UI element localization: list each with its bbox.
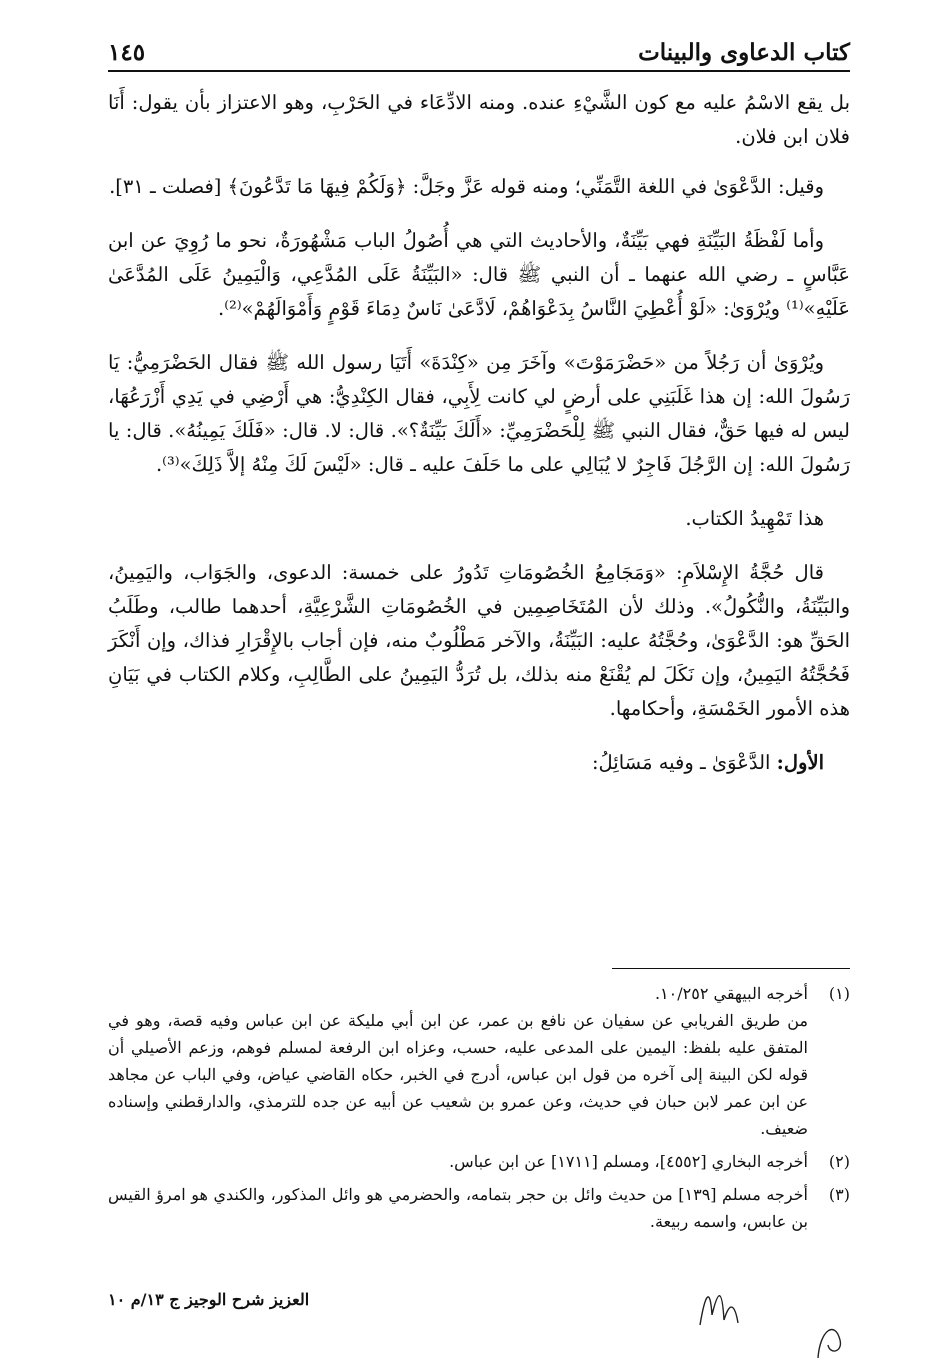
footnote-line: أخرجه مسلم [١٣٩] من حديث وائل بن حجر بتمامه، والحضرمي هو وائل المذكور، والكندي هو امرؤ القيس بن عابس، واسمه ربيعة.	[108, 1185, 808, 1231]
footnote-number: (١)	[828, 984, 850, 1003]
footnote	[108, 1148, 850, 1175]
section-heading-text: الدَّعْوَىٰ ـ وفيه مَسَائِلُ:	[591, 751, 771, 774]
paragraph: قال حُجَّةُ الإِسْلاَمِ: «وَمَجَامِعُ الخُصُومَاتِ تَدُورُ على خمسة: الدعوى، والجَوَاب، واليَمِينُ، والبَيِّنَةُ، والنُّكُولُ». وذلك لأن المُتَخَاصِمِين في الخُصُومَاتِ الشَّرْعِيَّةِ، أحدهما طالب، وطَلَبُ الحَقِّ هو: الدَّعْوَىٰ، وحُجَّتُهُ عليه: البَيِّنَةُ، والآخر مَطْلُوبٌ منه، فإن أجاب بالإِقْرَارِ فذاك، وإن أَنْكَرَ فَحُجَّتُهُ اليَمِينُ، وإن نَكَلَ لم يُقْنَعْ منه بذلك، بل تُرَدُّ اليَمِينُ على الطَّالِبِ، وكلام الكتاب في بَيَانِ هذه الأمور الخَمْسَةِ، وأحكامها.	[108, 561, 850, 720]
footnote-number: (٢)	[828, 1152, 850, 1171]
paragraph: ويُرْوَىٰ أن رَجُلاً من «حَضْرَمَوْتَ» وآخَرَ مِن «كِنْدَةَ» أَتَيَا رسول الله ﷺ فقال الحَضْرَمِيُّ: يَا رَسُولَ الله: إن هذا غَلَبَنِي على أرضٍ لي كانت لِأَبِي، فقال الكِنْدِيُّ: هي أَرْضِي في يَدِي أَزْرَعُهَا، ليس له فيها حَقٌّ، فقال النبي ﷺ لِلْحَضْرَمِيِّ: «أَلَكَ بَيِّنَةٌ؟». قال: لا. قال: «فَلَكَ يَمِينُهُ». قال: يا رَسُولَ الله: إن الرَّجُلَ فَاجِرٌ لا يُبَالِي على ما حَلَفَ عليه ـ قال: «لَيْسَ لَكَ مِنْهُ إلاَّ ذَلِكَ»⁽³⁾.	[108, 351, 850, 476]
footnote-text	[108, 1148, 808, 1175]
paragraph: وقيل: الدَّعْوَىٰ في اللغة التَّمَنِّي؛ ومنه قوله عَزَّ وجَلَّ: ﴿وَلَكُمْ فِيهَا مَا تَدَّعُونَ﴾ [فصلت ـ ٣١].	[109, 175, 824, 198]
footnote-text	[108, 980, 808, 1142]
section-heading	[108, 746, 850, 780]
handwritten-mark-icon	[690, 1275, 750, 1335]
body-text	[108, 86, 850, 800]
footnote-divider	[612, 968, 850, 969]
footnote-text	[108, 1181, 808, 1235]
footnote-number: (٣)	[828, 1185, 850, 1204]
page-header	[108, 28, 850, 72]
paragraph: وأما لَفْظَةُ البَيِّنَةِ فهي بَيِّنَةٌ، والأحاديث التي هي أُصُولُ الباب مَشْهُورَةٌ، نحو ما رُوِيَ عن ابن عَبَّاسٍ ـ رضي الله عنهما ـ أن النبي ﷺ قال: «البَيِّنَةُ عَلَى المُدَّعِي، وَالْيَمِينُ عَلَى المُدَّعَىٰ عَلَيْهِ»⁽¹⁾ ويُرْوَىٰ: «لَوْ أُعْطِيَ النَّاسُ بِدَعْوَاهُمْ، لَادَّعَىٰ نَاسٌ دِمَاءَ قَوْمٍ وَأَمْوَالَهُمْ»⁽²⁾.	[108, 229, 850, 320]
book-title: كتاب الدعاوى والبينات	[638, 39, 850, 66]
section-heading-label: الأول:	[776, 751, 824, 774]
footnote	[108, 1181, 850, 1235]
footnote	[108, 980, 850, 1142]
paragraph: بل يقع الاسْمُ عليه مع كون الشَّيْءِ عنده. ومنه الادِّعَاء في الحَرْبِ، وهو الاعتزاز بأن يقول: أَنَا فلان ابن فلان.	[108, 91, 850, 148]
footnotes	[108, 980, 850, 1241]
page-corner-mark-icon	[810, 1300, 860, 1360]
page-number: ١٤٥	[108, 39, 146, 66]
footnote-line: أخرجه البيهقي ١٠/٢٥٢.	[654, 984, 808, 1003]
footnote-line: من طريق الفريابي عن سفيان عن نافع بن عمر، عن ابن أبي مليكة عن ابن عباس وفيه قصة، وهو في المتفق عليه بلفظ: اليمين على المدعى عليه، حسب، وعزاه ابن الرفعة لمسلم فوهم، وزعم الأصيلي أن قوله لكن البينة إلى آخره من قول ابن عباس، أدرج في الخبر، حكاه القاضي عياض، وفي الباب عن مجاهد عن ابن عمر لابن حبان في حديث، وعن عمرو بن شعيب عن أبيه عن جده للترمذي، والدارقطني وإسناده ضعيف.	[108, 1011, 808, 1138]
paragraph: هذا تَمْهِيدُ الكتاب.	[685, 507, 824, 530]
footnote-line: أخرجه البخاري [٤٥٥٢]، ومسلم [١٧١١] عن ابن عباس.	[449, 1152, 808, 1171]
volume-signature: العزيز شرح الوجيز ج ١٣/م ١٠	[108, 1290, 310, 1309]
